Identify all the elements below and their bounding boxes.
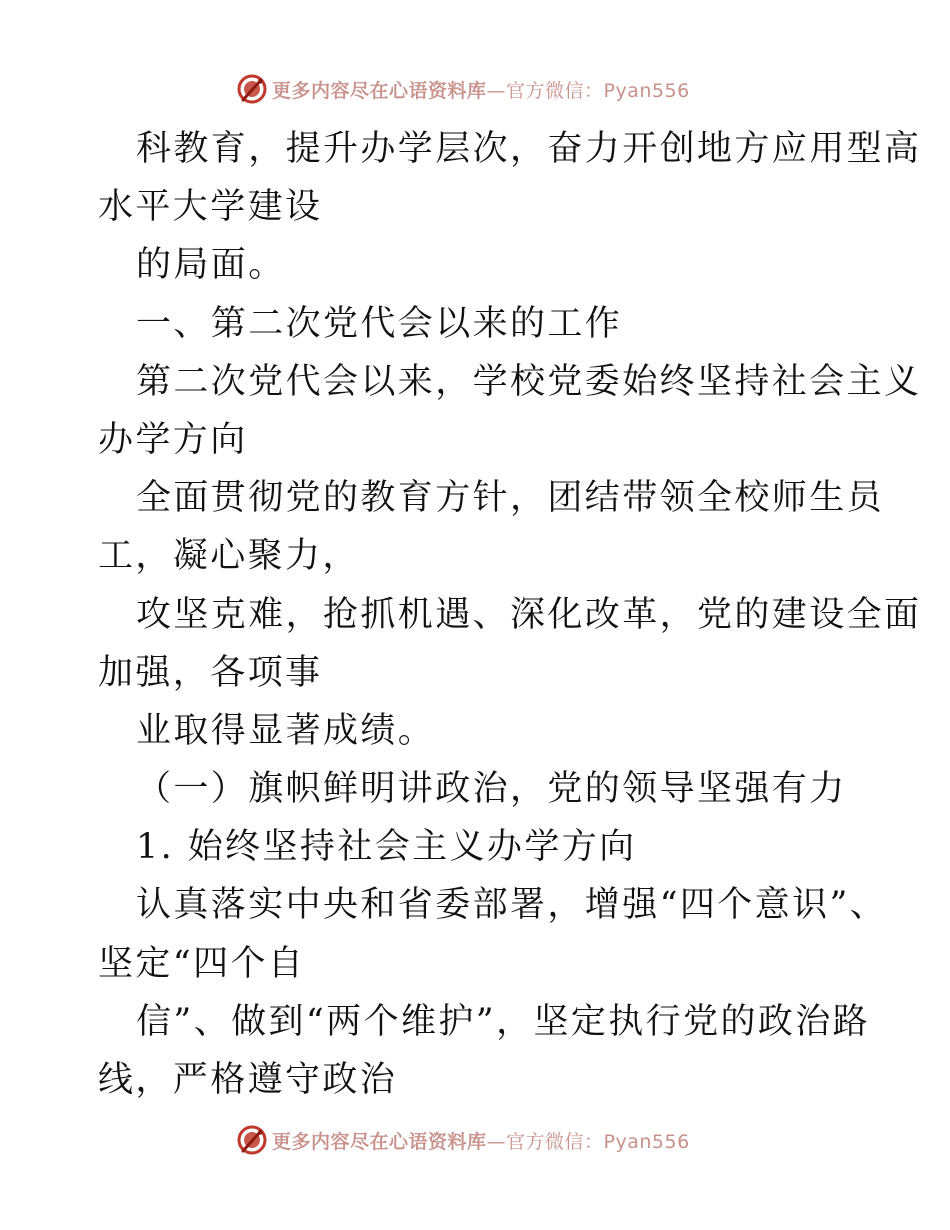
item-heading: 1. 始终坚持社会主义办学方向 bbox=[136, 827, 637, 868]
text-line: 办学方向 bbox=[98, 419, 248, 460]
subsection-heading: （一）旗帜鲜明讲政治，党的领导坚强有力 bbox=[136, 769, 847, 810]
document-body bbox=[98, 120, 922, 1109]
text-line: 水平大学建设 bbox=[98, 187, 323, 228]
text-line: 认真落实中央和省委部署，增强“四个意识”、 bbox=[136, 885, 888, 926]
text-line: 线，严格遵守政治 bbox=[98, 1060, 398, 1100]
text-line: 工，凝心聚力， bbox=[98, 536, 360, 577]
pen-logo-icon bbox=[236, 1124, 268, 1156]
text-line: 攻坚克难，抢抓机遇、深化改革，党的建设全面 bbox=[136, 594, 922, 635]
watermark-text: 更多内容尽在心语资料库—官方微信：Pyan556 bbox=[272, 1130, 690, 1153]
text-line: 加强，各项事 bbox=[98, 652, 323, 693]
section-heading: 一、第二次党代会以来的工作 bbox=[136, 303, 623, 344]
text-line: 全面贯彻党的教育方针，团结带领全校师生员 bbox=[136, 478, 885, 519]
watermark-text: 更多内容尽在心语资料库—官方微信：Pyan556 bbox=[272, 79, 690, 102]
text-line: 业取得显著成绩。 bbox=[136, 710, 436, 751]
pen-logo-icon bbox=[236, 73, 268, 105]
header-watermark bbox=[236, 72, 690, 106]
text-line: 坚定“四个自 bbox=[98, 943, 306, 984]
text-line: 信”、做到“两个维护”，坚定执行党的政治路 bbox=[136, 1001, 871, 1042]
text-line: 科教育，提升办学层次，奋力开创地方应用型高 bbox=[136, 129, 922, 169]
footer-watermark bbox=[236, 1123, 690, 1157]
text-line: 第二次党代会以来，学校党委始终坚持社会主义 bbox=[136, 361, 922, 402]
text-line: 的局面。 bbox=[136, 245, 286, 286]
